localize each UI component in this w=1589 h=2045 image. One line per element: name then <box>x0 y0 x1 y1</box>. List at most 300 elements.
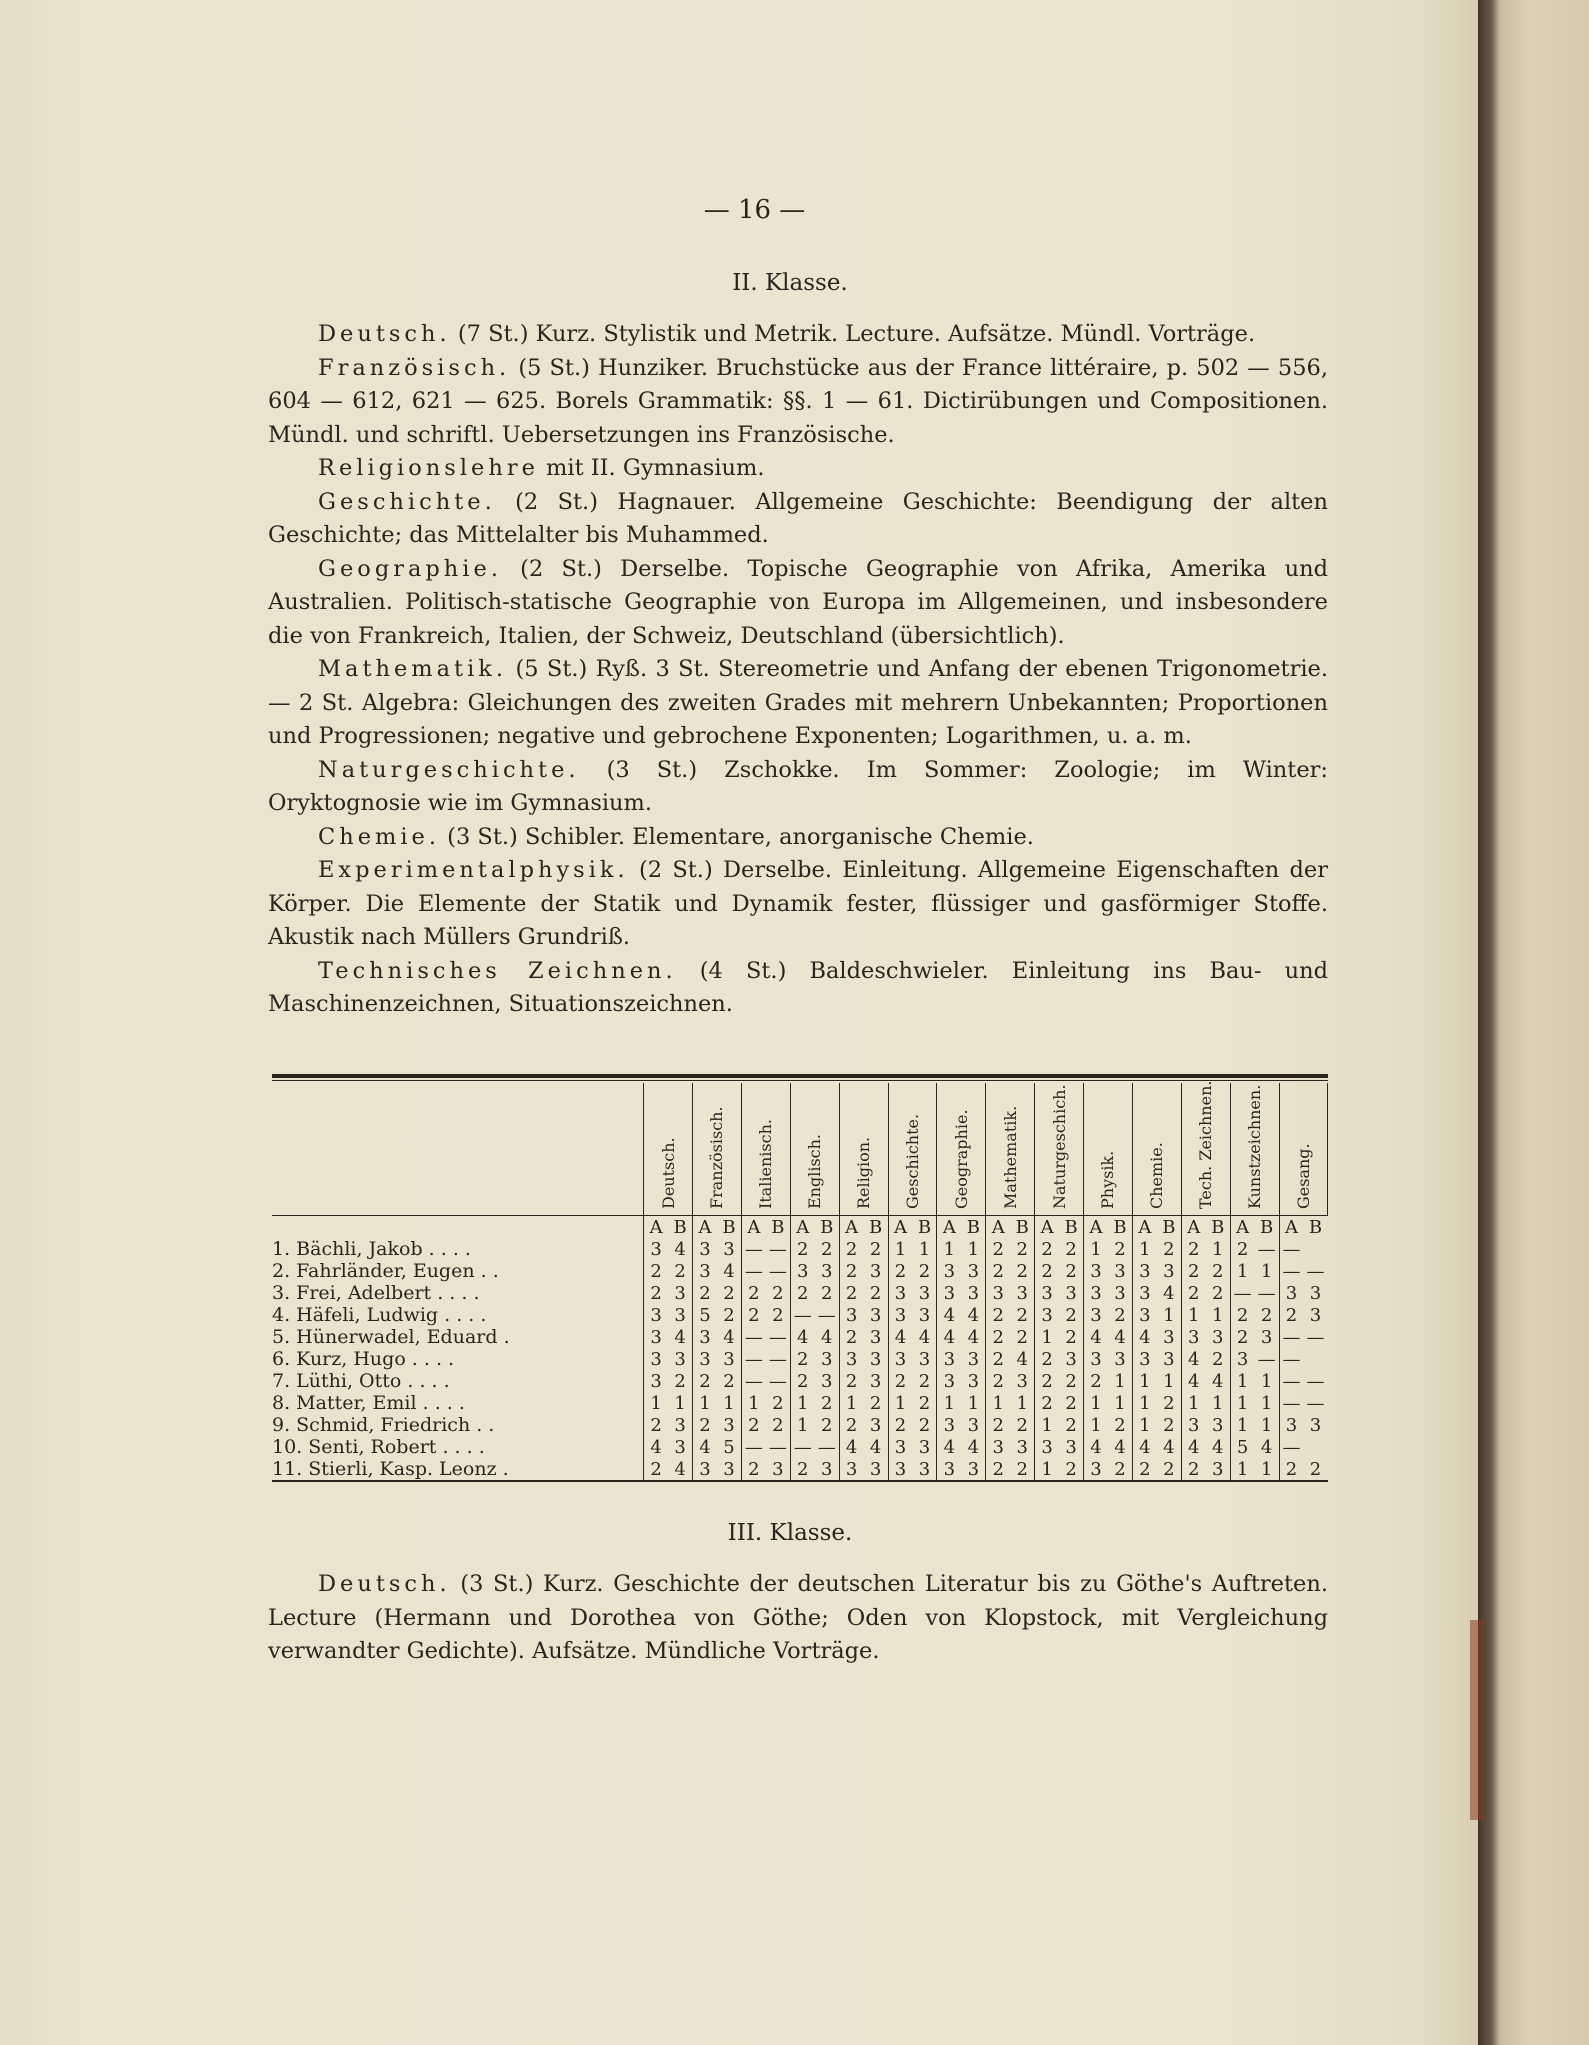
grade-cell: 3 <box>693 1326 717 1348</box>
class2-paragraph <box>268 318 1328 352</box>
class2-curriculum <box>268 318 1328 1022</box>
grade-cell: 1 <box>1211 1392 1224 1414</box>
grade-cell: 1 <box>1163 1370 1175 1392</box>
grade-cell: 4 <box>1132 1326 1156 1348</box>
grade-cell: 3 <box>1132 1304 1156 1326</box>
column-b-label: B <box>961 1216 985 1239</box>
subject-label: Chemie. <box>1147 1142 1167 1209</box>
grade-cell: 2 <box>1065 1238 1077 1260</box>
grade-cell: 3 <box>888 1458 912 1481</box>
student-name: 4. Häfeli, Ludwig . . . . <box>272 1304 644 1326</box>
subject-header <box>1132 1083 1181 1216</box>
grade-cell: 2 <box>790 1458 814 1481</box>
class2-subject-lead: Naturgeschichte. <box>318 756 580 783</box>
grade-cell: 3 <box>839 1304 863 1326</box>
grade-cell: 5 <box>723 1436 735 1458</box>
grade-cell: 4 <box>1211 1436 1224 1458</box>
class2-subject-text: (5 St.) Hunziker. Bruchstücke aus der France littéraire, p. 502 — 556, 604 — 612, 621 — 625. Borels Grammatik: §§. 1 — 61. Dictirübungen und Compositionen. Mündl. und schriftl. Uebersetzungen ins Französische. <box>268 354 1328 448</box>
grade-cell: 1 <box>1016 1392 1028 1414</box>
grade-cell: 3 <box>723 1414 735 1436</box>
subject-label: Französisch. <box>707 1106 727 1209</box>
grade-cell: 3 <box>1181 1414 1205 1436</box>
grade-cell: 1 <box>1035 1326 1059 1348</box>
class3-subject-lead: Deutsch. <box>318 1571 451 1597</box>
grade-cell: — <box>1279 1348 1303 1370</box>
student-name: 8. Matter, Emil . . . . <box>272 1392 644 1414</box>
grade-cell: — <box>1257 1282 1276 1304</box>
grade-cell: 1 <box>888 1238 912 1260</box>
grade-cell: 3 <box>644 1326 668 1348</box>
column-a-label: A <box>693 1216 717 1239</box>
grade-cell: — <box>817 1436 836 1458</box>
grade-cell: 3 <box>888 1304 912 1326</box>
grade-cell: 4 <box>967 1304 980 1326</box>
grade-cell: 3 <box>967 1370 980 1392</box>
subject-label: Gesang. <box>1293 1143 1313 1209</box>
grade-cell: 4 <box>1260 1436 1273 1458</box>
grade-cell: 2 <box>888 1370 912 1392</box>
grade-cell: 2 <box>986 1348 1010 1370</box>
grade-cell: 3 <box>674 1436 686 1458</box>
grade-cell: 2 <box>820 1392 833 1414</box>
grade-cell: 1 <box>1084 1392 1108 1414</box>
grade-cell: 3 <box>820 1348 833 1370</box>
grade-cell: — <box>768 1238 787 1260</box>
grade-cell: 2 <box>888 1260 912 1282</box>
grade-cell: — <box>1257 1348 1276 1370</box>
grade-cell: 3 <box>869 1414 882 1436</box>
grade-cell: 2 <box>869 1238 882 1260</box>
grade-cell: 2 <box>1279 1304 1303 1326</box>
grade-cell: 2 <box>1181 1282 1205 1304</box>
grade-cell: — <box>1279 1392 1303 1414</box>
grade-cell: 2 <box>790 1282 814 1304</box>
class2-paragraph <box>268 854 1328 955</box>
class2-subject-lead: Französisch. <box>318 354 511 381</box>
grade-cell: 2 <box>918 1392 931 1414</box>
grade-cell: 3 <box>1279 1414 1303 1436</box>
grade-cell: 2 <box>986 1458 1010 1481</box>
grade-cell: 1 <box>693 1392 717 1414</box>
subject-header <box>839 1083 888 1216</box>
grade-cell: 4 <box>1016 1348 1028 1370</box>
grade-cell: 2 <box>888 1414 912 1436</box>
grade-cell: 3 <box>839 1348 863 1370</box>
grade-cell: 3 <box>693 1458 717 1481</box>
student-name: 1. Bächli, Jakob . . . . <box>272 1238 644 1260</box>
class2-paragraph <box>268 754 1328 821</box>
column-a-label: A <box>790 1216 814 1239</box>
grade-cell: 1 <box>918 1238 931 1260</box>
grade-cell: 2 <box>986 1414 1010 1436</box>
grade-cell: 3 <box>869 1348 882 1370</box>
grade-cell: 2 <box>869 1392 882 1414</box>
subject-label: Tech. Zeichnen. <box>1196 1080 1216 1209</box>
grade-cell: 3 <box>1132 1260 1156 1282</box>
grade-cell: 2 <box>820 1238 833 1260</box>
subject-header <box>1230 1083 1279 1216</box>
grade-cell: 2 <box>1016 1260 1028 1282</box>
grade-cell: 2 <box>1114 1414 1126 1436</box>
grade-cell: 3 <box>1084 1348 1108 1370</box>
grade-cell: 3 <box>1211 1326 1224 1348</box>
subject-label: Mathematik. <box>1000 1105 1020 1209</box>
grade-cell: 2 <box>644 1414 668 1436</box>
table-row <box>272 1392 1328 1414</box>
grade-cell: 3 <box>723 1348 735 1370</box>
table-row <box>272 1436 1328 1458</box>
grade-cell: 4 <box>839 1436 863 1458</box>
grade-cell: 2 <box>1065 1414 1077 1436</box>
grade-cell: 1 <box>1230 1458 1254 1481</box>
grade-cell: — <box>768 1348 787 1370</box>
subject-label: Physik. <box>1098 1150 1118 1209</box>
grade-cell: 2 <box>1132 1458 1156 1481</box>
column-a-label: A <box>644 1216 668 1239</box>
book-edge <box>1478 0 1589 2045</box>
grade-cell: 2 <box>1084 1370 1108 1392</box>
grade-cell: 3 <box>1084 1458 1108 1481</box>
grade-cell: — <box>741 1436 765 1458</box>
grade-cell: 3 <box>869 1260 882 1282</box>
class2-paragraph <box>268 352 1328 453</box>
grade-cell: 4 <box>790 1326 814 1348</box>
column-b-label: B <box>815 1216 839 1239</box>
name-header <box>272 1083 644 1216</box>
grade-cell: 1 <box>644 1392 668 1414</box>
class2-paragraph <box>268 486 1328 553</box>
grade-cell: — <box>768 1326 787 1348</box>
column-b-label: B <box>717 1216 741 1239</box>
table-row <box>272 1282 1328 1304</box>
grade-cell: 2 <box>1211 1282 1224 1304</box>
grade-cell: 3 <box>918 1282 931 1304</box>
grade-cell <box>1303 1348 1327 1370</box>
grade-cell: 2 <box>644 1458 668 1481</box>
grade-cell: 2 <box>1114 1238 1126 1260</box>
grade-cell: 3 <box>674 1348 686 1370</box>
class2-paragraph <box>268 821 1328 855</box>
class2-subject-text: mit II. Gymnasium. <box>538 455 765 481</box>
grade-cell: 3 <box>918 1304 931 1326</box>
grade-cell: 3 <box>937 1458 961 1481</box>
grade-cell: 2 <box>1065 1260 1077 1282</box>
grade-cell: 3 <box>1163 1326 1175 1348</box>
student-name: 7. Lüthi, Otto . . . . <box>272 1370 644 1392</box>
grade-cell: — <box>768 1370 787 1392</box>
grade-cell: 3 <box>986 1436 1010 1458</box>
grade-cell: 2 <box>772 1282 784 1304</box>
subject-label: Kunstzeichnen. <box>1245 1084 1265 1209</box>
table-row <box>272 1458 1328 1481</box>
grade-cell: 3 <box>815 1458 839 1481</box>
grade-cell: 1 <box>790 1392 814 1414</box>
subject-header <box>1181 1080 1230 1216</box>
grade-cell: 1 <box>1035 1458 1059 1481</box>
student-name: 11. Stierli, Kasp. Leonz . <box>272 1458 644 1481</box>
grade-cell: 4 <box>1211 1370 1224 1392</box>
grade-cell: 1 <box>1132 1370 1156 1392</box>
grade-cell: — <box>741 1348 765 1370</box>
grade-cell: 2 <box>693 1282 717 1304</box>
grade-cell: 1 <box>1230 1260 1254 1282</box>
grade-cell: 2 <box>741 1414 765 1436</box>
class2-subject-lead: Experimentalphysik. <box>318 857 629 883</box>
grade-cell: 3 <box>1132 1348 1156 1370</box>
grade-cell: 3 <box>766 1458 790 1481</box>
grade-cell: — <box>1306 1392 1325 1414</box>
grade-cell: — <box>1306 1326 1325 1348</box>
grade-cell: 3 <box>717 1458 741 1481</box>
grade-cell: 1 <box>1132 1238 1156 1260</box>
class3-subject-text: (3 St.) Kurz. Geschichte der deutschen Literatur bis zu Göthe's Auftreten. Lecture (Hermann und Dorothea von Göthe; Oden von Klopstock, mit Vergleichung verwandter Gedichte). Aufsätze. Mündliche Vorträge. <box>268 1571 1328 1664</box>
grade-cell: 3 <box>1035 1304 1059 1326</box>
subject-label: Deutsch. <box>658 1137 678 1209</box>
grade-cell: 2 <box>1230 1238 1254 1260</box>
column-b-label: B <box>1157 1216 1181 1239</box>
grade-cell: 3 <box>888 1436 912 1458</box>
grade-cell: — <box>1279 1436 1303 1458</box>
grade-cell: 3 <box>1035 1436 1059 1458</box>
grade-cell: 2 <box>1260 1304 1273 1326</box>
grade-cell: 3 <box>1114 1348 1126 1370</box>
grade-cell: 4 <box>937 1304 961 1326</box>
grade-cell: 2 <box>644 1260 668 1282</box>
subject-header <box>1035 1083 1084 1216</box>
grade-cell: 2 <box>1181 1458 1205 1481</box>
grade-cell: 3 <box>723 1238 735 1260</box>
grade-cell: 1 <box>967 1238 980 1260</box>
grade-cell: 3 <box>1114 1282 1126 1304</box>
grade-cell: 1 <box>1260 1370 1273 1392</box>
grade-cell: 1 <box>1114 1392 1126 1414</box>
grade-cell: 3 <box>1260 1326 1273 1348</box>
grade-cell: 2 <box>918 1260 931 1282</box>
table-row <box>272 1348 1328 1370</box>
grade-cell: 1 <box>937 1238 961 1260</box>
class2-subject-text: (5 St.) Ryß. 3 St. Stereometrie und Anfang der ebenen Trigonometrie. — 2 St. Algebra: Gleichungen des zweiten Grades mit mehrern Unbekannten; Proportionen und Progressionen; negative und gebrochene Exponenten; Logarithmen, u. a. m. <box>268 656 1328 749</box>
grade-cell: 2 <box>1230 1304 1254 1326</box>
subject-header <box>986 1083 1035 1216</box>
class2-paragraph <box>268 955 1328 1022</box>
student-name: 6. Kurz, Hugo . . . . <box>272 1348 644 1370</box>
grade-cell: 1 <box>1211 1238 1224 1260</box>
page-number: — 16 — <box>703 195 806 225</box>
grade-cell: 3 <box>1065 1348 1077 1370</box>
grade-cell: 1 <box>1163 1304 1175 1326</box>
class2-subject-text: (3 St.) Schibler. Elementare, anorganische Chemie. <box>440 823 1034 850</box>
grade-cell: — <box>1230 1282 1254 1304</box>
grade-cell: 1 <box>1132 1392 1156 1414</box>
grade-cell: 3 <box>1163 1348 1175 1370</box>
grade-cell: 3 <box>937 1370 961 1392</box>
grade-cell: 2 <box>986 1326 1010 1348</box>
subject-header <box>644 1083 693 1216</box>
subject-header <box>1084 1083 1133 1216</box>
grade-cell: 1 <box>1230 1392 1254 1414</box>
grade-cell: 2 <box>839 1238 863 1260</box>
grade-cell: 3 <box>937 1282 961 1304</box>
column-a-label: A <box>1279 1216 1303 1239</box>
grade-cell: 3 <box>918 1348 931 1370</box>
grade-cell: — <box>1257 1238 1276 1260</box>
grade-cell: 1 <box>1255 1458 1279 1481</box>
table-row <box>272 1304 1328 1326</box>
grade-cell: 2 <box>1059 1458 1083 1481</box>
column-a-label: A <box>1181 1216 1205 1239</box>
grade-cell: 2 <box>1108 1458 1132 1481</box>
grade-cell: 4 <box>674 1326 686 1348</box>
column-b-label: B <box>1108 1216 1132 1239</box>
grade-cell: 2 <box>1016 1238 1028 1260</box>
student-name: 2. Fahrländer, Eugen . . <box>272 1260 644 1282</box>
subject-label: Geographie. <box>951 1109 971 1209</box>
column-a-label: A <box>986 1216 1010 1239</box>
grade-cell: 2 <box>741 1458 765 1481</box>
table-row <box>272 1326 1328 1348</box>
grade-cell: 2 <box>820 1282 833 1304</box>
column-b-label: B <box>864 1216 888 1239</box>
grade-cell: 3 <box>1279 1282 1303 1304</box>
grade-cell: 3 <box>912 1458 936 1481</box>
grade-cell: 2 <box>772 1392 784 1414</box>
class3-paragraph <box>268 1568 1328 1669</box>
grade-cell: — <box>790 1436 814 1458</box>
grade-cell: 2 <box>674 1260 686 1282</box>
grade-cell: 4 <box>723 1326 735 1348</box>
grade-cell: 3 <box>674 1282 686 1304</box>
grade-cell: 2 <box>1157 1458 1181 1481</box>
class2-subject-text: (3 St.) Zschokke. Im Sommer: Zoologie; im Winter: Oryktognosie wie im Gymnasium. <box>268 756 1328 816</box>
grade-cell: 1 <box>1181 1392 1205 1414</box>
grade-cell: 3 <box>986 1282 1010 1304</box>
column-a-label: A <box>1084 1216 1108 1239</box>
grades-table <box>272 1080 1328 1482</box>
grade-cell: 4 <box>644 1436 668 1458</box>
grade-cell: — <box>1306 1370 1325 1392</box>
grade-cell: 2 <box>1016 1326 1028 1348</box>
grade-cell: 1 <box>1230 1414 1254 1436</box>
grade-cell: 2 <box>986 1304 1010 1326</box>
grade-cell: 4 <box>937 1326 961 1348</box>
grade-cell: 2 <box>1163 1414 1175 1436</box>
grade-cell: 3 <box>937 1260 961 1282</box>
grade-cell: 2 <box>790 1370 814 1392</box>
grade-cell: 2 <box>986 1260 1010 1282</box>
table-row <box>272 1238 1328 1260</box>
subject-label: Englisch. <box>805 1133 825 1209</box>
class2-subject-text: (2 St.) Derselbe. Topische Geographie von Afrika, Amerika und Australien. Politisch-statische Geographie von Europa im Allgemeinen, und insbesondere die von Frankreich, Italien, der Schweiz, Deutschland (übersichtlich). <box>268 555 1328 649</box>
grade-cell: 3 <box>1035 1282 1059 1304</box>
grade-cell: 3 <box>1084 1282 1108 1304</box>
grade-cell: 2 <box>1016 1304 1028 1326</box>
grade-cell: 2 <box>1035 1370 1059 1392</box>
grade-cell: 1 <box>1084 1238 1108 1260</box>
grade-cell: 3 <box>674 1414 686 1436</box>
grade-cell: 2 <box>1010 1458 1034 1481</box>
class2-subject-lead: Deutsch. <box>318 321 451 347</box>
column-b-label: B <box>912 1216 936 1239</box>
grade-cell: 1 <box>967 1392 980 1414</box>
grade-cell: 3 <box>1016 1370 1028 1392</box>
column-a-label: A <box>1230 1216 1254 1239</box>
column-b-label: B <box>1206 1216 1230 1239</box>
grade-cell: 3 <box>644 1370 668 1392</box>
grade-cell: 3 <box>644 1348 668 1370</box>
grade-cell: 3 <box>1016 1436 1028 1458</box>
grade-cell: 2 <box>723 1304 735 1326</box>
grade-cell: 4 <box>869 1436 882 1458</box>
grade-cell: 5 <box>1230 1436 1254 1458</box>
grade-cell: 2 <box>918 1414 931 1436</box>
grade-cell: 3 <box>1065 1282 1077 1304</box>
grade-cell: 2 <box>644 1282 668 1304</box>
grade-cell: 2 <box>772 1304 784 1326</box>
grade-cell: — <box>768 1436 787 1458</box>
subject-label: Geschichte. <box>902 1113 922 1209</box>
table-row <box>272 1260 1328 1282</box>
subject-header <box>937 1083 986 1216</box>
class2-subject-text: (4 St.) Baldeschwieler. Einleitung ins Bau- und Maschinenzeichnen, Situationszeichnen. <box>268 957 1328 1017</box>
grade-cell: 4 <box>1181 1348 1205 1370</box>
class2-subject-lead: Geographie. <box>318 555 502 582</box>
grade-cell: 3 <box>1309 1304 1322 1326</box>
column-a-label: A <box>839 1216 863 1239</box>
class2-heading: II. Klasse. <box>732 270 848 296</box>
grade-cell: 1 <box>674 1392 686 1414</box>
table-rule-thick <box>272 1074 1328 1078</box>
grade-cell: 3 <box>888 1348 912 1370</box>
grade-cell: — <box>1279 1370 1303 1392</box>
class2-paragraph <box>268 553 1328 654</box>
grade-cell: 2 <box>839 1260 863 1282</box>
column-a-label: A <box>888 1216 912 1239</box>
grade-cell: 2 <box>820 1414 833 1436</box>
grade-cell: 3 <box>1309 1282 1322 1304</box>
grade-cell: 2 <box>741 1282 765 1304</box>
grade-cell: 4 <box>1181 1436 1205 1458</box>
grade-cell: 2 <box>1035 1348 1059 1370</box>
grade-cell: 4 <box>1132 1436 1156 1458</box>
grade-cell: 2 <box>918 1370 931 1392</box>
grade-cell: 2 <box>1065 1392 1077 1414</box>
grade-cell: 3 <box>820 1260 833 1282</box>
grade-cell: 4 <box>1163 1282 1175 1304</box>
grade-cell: 2 <box>723 1370 735 1392</box>
grade-cell: 2 <box>790 1238 814 1260</box>
grade-cell: 3 <box>967 1348 980 1370</box>
grade-cell: 3 <box>937 1348 961 1370</box>
grade-cell: 1 <box>1181 1304 1205 1326</box>
grade-cell: 2 <box>693 1414 717 1436</box>
grade-cell: 3 <box>967 1260 980 1282</box>
student-name: 10. Senti, Robert . . . . <box>272 1436 644 1458</box>
grade-cell: 3 <box>967 1414 980 1436</box>
grade-cell <box>1303 1238 1327 1260</box>
grade-cell: 3 <box>693 1260 717 1282</box>
subject-header <box>693 1083 742 1216</box>
grade-cell: 3 <box>1181 1326 1205 1348</box>
subject-header <box>888 1083 937 1216</box>
grade-cell: 3 <box>1065 1436 1077 1458</box>
grade-cell: 3 <box>1309 1414 1322 1436</box>
class2-paragraph <box>268 452 1328 486</box>
class2-subject-lead: Mathematik. <box>318 656 508 682</box>
grade-cell: 3 <box>693 1238 717 1260</box>
class2-subject-text: (7 St.) Kurz. Stylistik und Metrik. Lecture. Aufsätze. Mündl. Vorträge. <box>450 321 1256 347</box>
grade-cell: 4 <box>723 1260 735 1282</box>
grade-cell: 2 <box>1211 1348 1224 1370</box>
